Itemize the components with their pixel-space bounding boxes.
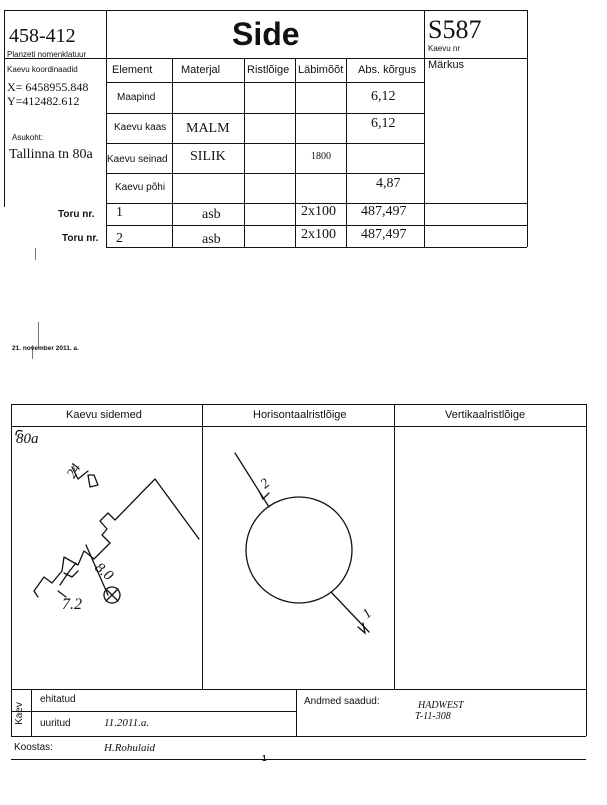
pipe-number: 1 [116,205,123,220]
col-header-height: Abs. kõrgus [358,64,417,76]
table-row-diameter: 1800 [311,151,331,162]
col-header-cross-section: Ristlõige [247,64,290,76]
pipe-label-1: 1 [359,606,375,623]
pipe-label-2: 2 [257,476,273,493]
coords-label: Kaevu koordinaadid [7,65,78,74]
sketch-label-top: 80a [16,431,39,447]
source-line2: T-11-308 [415,711,451,722]
building-outline [34,479,199,597]
nomenclature-label: Planzeti nomenklatuur [7,50,87,59]
col-header-note: Märkus [428,59,465,71]
pipe-label: Toru nr. [62,233,99,244]
kaev-label: Kaev [13,702,25,725]
scan-mark [35,248,36,260]
col-header-material: Materjal [181,64,221,76]
compiled-label: Koostas: [14,742,53,753]
surveyed-value: 11.2011.a. [104,717,150,729]
pipe-label: Toru nr. [58,209,95,220]
table-row-element: Maapind [117,92,156,103]
document-date: 21. november 2011. a. [12,345,79,352]
table-row-material: SILIK [190,149,226,164]
page-title: Side [232,16,300,52]
sketch-side-label: 24 [64,461,85,481]
source-label: Andmed saadud: [304,696,380,707]
page-number: 1 [262,754,267,763]
compiled-value: H.Rohulaid [104,742,156,754]
pipe-height: 487,497 [361,227,407,242]
location-label: Asukoht: [12,133,44,142]
table-row-height: 6,12 [371,116,396,131]
well-number: S587 [428,15,482,44]
coord-y: Y=412482.612 [7,94,80,108]
nomenclature: 458-412 [9,25,76,47]
pipe-height: 487,497 [361,204,407,219]
table-row-element: Kaevu kaas [114,122,167,133]
sketch-label-low: 7.2 [62,596,82,613]
panel-title-links: Kaevu sidemed [66,409,142,421]
table-row-material: MALM [186,121,230,136]
pipe-number: 2 [116,231,123,246]
col-header-element: Element [112,64,153,76]
table-row-height: 4,87 [376,176,401,191]
well-number-label: Kaevu nr [428,44,461,53]
pipe-material: asb [202,232,221,247]
panel-title-vertical: Vertikaalristlõige [445,409,526,421]
table-row-height: 6,12 [371,89,396,104]
vertical-section [395,427,586,689]
coord-x: X= 6458955.848 [7,80,89,94]
built-label: ehitatud [40,694,76,705]
source-line1: HADWEST [418,700,464,711]
well-circle [246,497,352,603]
table-row-element: Kaevu põhi [115,182,166,193]
surveyed-label: uuritud [40,718,71,729]
location: Tallinna tn 80a [9,147,93,162]
horizontal-section [203,427,394,689]
pipe-diameter: 2x100 [301,227,336,242]
col-header-diameter: Läbimõõt [298,64,344,76]
pipe-diameter: 2x100 [301,204,336,219]
panel-title-horizontal: Horisontaalristlõige [253,409,347,421]
pipe-material: asb [202,207,221,222]
table-row-element: Kaevu seinad [107,154,168,165]
connection-sketch [12,427,201,689]
sketch-label-mid: 8.0 [91,559,117,585]
